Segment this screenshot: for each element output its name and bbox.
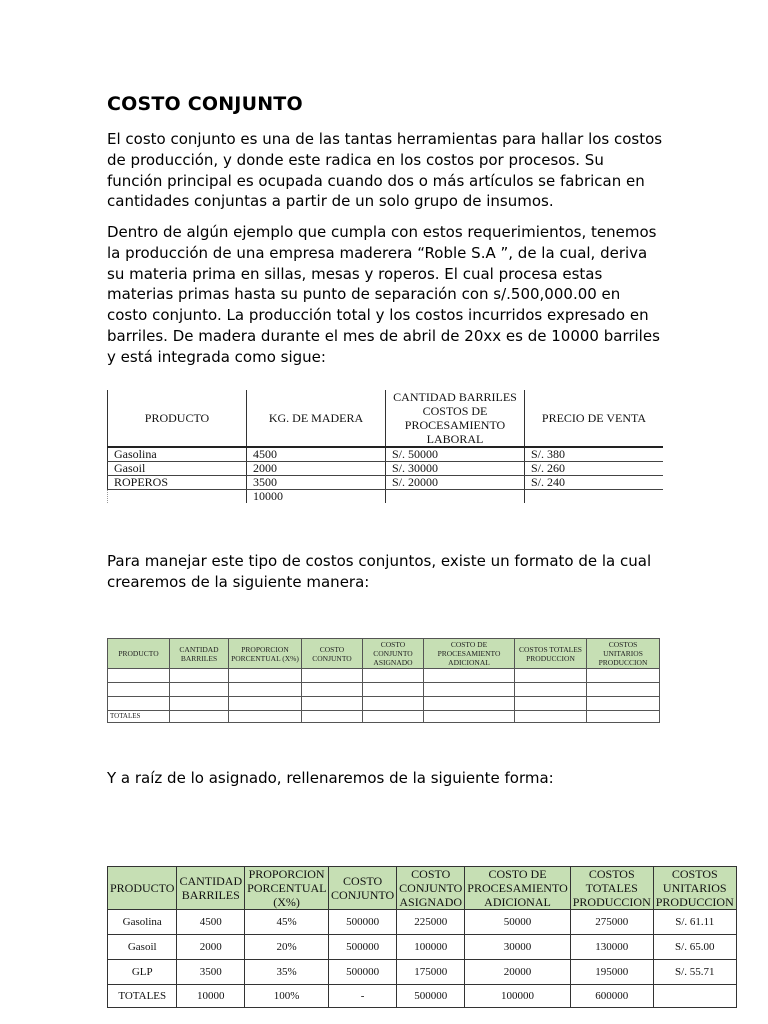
table-header-row [108, 639, 660, 669]
table-row [108, 960, 737, 985]
table-cell: Gasolina [108, 910, 177, 935]
table-cell: S/. 260 [525, 462, 664, 476]
header-cell: COSTO CONJUNTO [302, 639, 363, 669]
header-cell: COSTOS TOTALES PRODUCCION [515, 639, 587, 669]
table-cell [386, 490, 525, 504]
table-cell: S/. 55.71 [653, 960, 736, 985]
document-title: COSTO CONJUNTO [107, 93, 303, 115]
table-cell: 275000 [570, 910, 653, 935]
table-row [108, 669, 660, 683]
totals-label: TOTALES [108, 711, 170, 723]
table-cell: Gasolina [108, 447, 247, 462]
example-paragraph: Dentro de algún ejemplo que cumpla con estos requerimientos, tenemos la producción de una empresa maderera “Roble S.A ”, de la cual, deriva su materia prima en sillas, mesas y roperos. El cual procesa estas materias primas hasta su punto de separación con s/.500,000.00 en costo conjunto. La producción total y los costos incurridos expresado en barriles. De madera durante el mes de abril de 20xx es de 10000 barriles y está integrada como sigue: [107, 223, 660, 366]
table-cell: 4500 [247, 447, 386, 462]
table-cell: - [329, 985, 397, 1008]
table-cell: S/. 50000 [386, 447, 525, 462]
table-cell: 4500 [177, 910, 245, 935]
table-cell: 35% [245, 960, 329, 985]
table-cell: 225000 [397, 910, 465, 935]
header-cell: CANTIDAD BARRILES [177, 867, 245, 910]
table-cell: 500000 [397, 985, 465, 1008]
table-cell: 10000 [247, 490, 386, 504]
header-cell: KG. DE MADERA [247, 390, 386, 447]
table-cell: 130000 [570, 935, 653, 960]
header-cell: COSTO CONJUNTO [329, 867, 397, 910]
table-cell: 10000 [177, 985, 245, 1008]
table-cell: 2000 [177, 935, 245, 960]
table-row [108, 935, 737, 960]
table-cell: 50000 [465, 910, 570, 935]
production-table [107, 390, 663, 503]
table-row [108, 683, 660, 697]
table-row [108, 490, 664, 504]
header-cell: COSTO DE PROCESAMIENTO ADICIONAL [465, 867, 570, 910]
table-cell [525, 490, 664, 504]
header-cell: COSTOS TOTALES PRODUCCION [570, 867, 653, 910]
table-cell: GLP [108, 960, 177, 985]
format-paragraph: Para manejar este tipo de costos conjuntos, existe un formato de la cual crearemos de la siguiente manera: [107, 552, 652, 591]
table-cell: TOTALES [108, 985, 177, 1008]
table-cell: 600000 [570, 985, 653, 1008]
table-cell: 3500 [177, 960, 245, 985]
table-cell: 100000 [465, 985, 570, 1008]
header-cell: CANTIDAD BARRILES COSTOS DE PROCESAMIENTO LABORAL [386, 390, 525, 447]
header-cell: PROPORCION PORCENTUAL (X%) [245, 867, 329, 910]
header-cell: PRODUCTO [108, 390, 247, 447]
table-cell: 500000 [329, 910, 397, 935]
table-cell: Gasoil [108, 935, 177, 960]
table-cell: Gasoil [108, 462, 247, 476]
table-header-row [108, 390, 664, 447]
table-row [108, 447, 664, 462]
table-cell [653, 985, 736, 1008]
table-row [108, 476, 664, 490]
table-cell: S/. 65.00 [653, 935, 736, 960]
table-cell: 100000 [397, 935, 465, 960]
filled-format-table [107, 866, 737, 1008]
filled-intro-paragraph: Y a raíz de lo asignado, rellenaremos de la siguiente forma: [107, 769, 554, 787]
table-row [108, 462, 664, 476]
header-cell: PRODUCTO [108, 639, 170, 669]
intro-paragraph: El costo conjunto es una de las tantas herramientas para hallar los costos de producción, y donde este radica en los costos por procesos. Su función principal es ocupada cuando dos o más artículos se fabrican en cantidades conjuntas a partir de un solo grupo de insumos. [107, 130, 663, 211]
totals-row [108, 985, 737, 1008]
table-header-row [108, 867, 737, 910]
table-cell: S/. 61.11 [653, 910, 736, 935]
table-cell: 195000 [570, 960, 653, 985]
table-cell: 2000 [247, 462, 386, 476]
table-row [108, 910, 737, 935]
totals-row [108, 711, 660, 723]
table-cell: S/. 240 [525, 476, 664, 490]
table-cell: 20% [245, 935, 329, 960]
header-cell: PRODUCTO [108, 867, 177, 910]
header-cell: COSTO CONJUNTO ASIGNADO [397, 867, 465, 910]
header-cell: PRECIO DE VENTA [525, 390, 664, 447]
table-cell: 30000 [465, 935, 570, 960]
header-cell: COSTO DE PROCESAMIENTO ADICIONAL [424, 639, 515, 669]
table-cell: S/. 380 [525, 447, 664, 462]
table-cell: 45% [245, 910, 329, 935]
table-cell [108, 490, 247, 504]
table-cell: 3500 [247, 476, 386, 490]
table-cell: 500000 [329, 960, 397, 985]
header-cell: CANTIDAD BARRILES [170, 639, 229, 669]
table-cell: 175000 [397, 960, 465, 985]
header-cell: COSTOS UNITARIOS PRODUCCION [653, 867, 736, 910]
table-cell: S/. 30000 [386, 462, 525, 476]
table-row [108, 697, 660, 711]
table-cell: 100% [245, 985, 329, 1008]
table-cell: 500000 [329, 935, 397, 960]
table-cell: ROPEROS [108, 476, 247, 490]
header-cell: COSTOS UNITARIOS PRODUCCION [587, 639, 660, 669]
table-cell: 20000 [465, 960, 570, 985]
header-cell: PROPORCION PORCENTUAL (X%) [229, 639, 302, 669]
blank-format-table [107, 638, 660, 723]
table-cell: S/. 20000 [386, 476, 525, 490]
header-cell: COSTO CONJUNTO ASIGNADO [363, 639, 424, 669]
document-page [107, 92, 734, 1002]
